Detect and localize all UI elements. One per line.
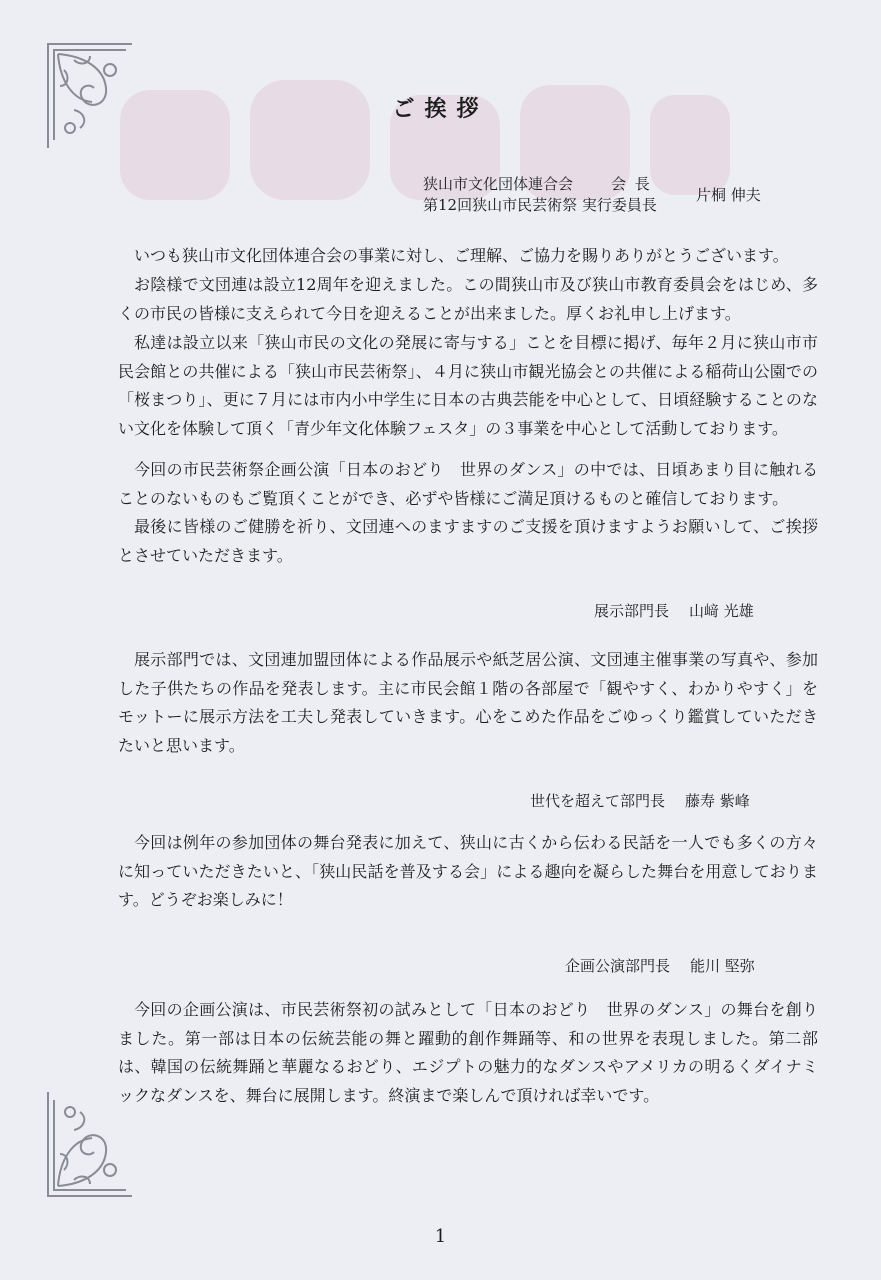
signatory-role: 会 長: [611, 175, 652, 193]
greeting-paragraph: お陰様で文団連は設立12周年を迎えました。この間狭山市及び狭山市教育委員会をはじめ、多くの市民の皆様に支えられて今日を迎えることが出来ました。厚くお礼申し上げます。: [118, 275, 818, 323]
section-author: 能川 堅弥: [690, 957, 755, 975]
section-paragraph: 今回の企画公演は、市民芸術祭初の試みとして「日本のおどり 世界のダンス」の舞台を創りました。第一部は日本の伝統芸能の舞と躍動的創作舞踊等、和の世界を表現しました。第二部は、韓国の伝統舞踊と華麗なるおどり、エジプトの魅力的なダンスやアメリカの明るくダイナミックなダンスを、舞台に展開します。終演まで楽しんで頂ければ幸いです。: [118, 1000, 818, 1105]
greeting-paragraph: 私達は設立以来「狭山市民の文化の発展に寄与する」ことを目標に掲げ、毎年２月に狭山市市民会館との共催による「狭山市民芸術祭」、４月に狭山市観光協会との共催による稲荷山公園での「桜まつり」、更に７月には市内小中学生に日本の古典芸能を中心として、日頃経験することのない文化を体験して頂く「青少年文化体験フェスタ」の３事業を中心として活動しております。: [118, 333, 818, 438]
section-paragraph: 今回は例年の参加団体の舞台発表に加えて、狭山に古くから伝わる民話を一人でも多くの方々に知っていただきたいと、「狭山民話を普及する会」による趣向を凝らした舞台を用意しております。どうぞお楽しみに！: [118, 833, 818, 910]
page-title: ご挨拶: [392, 96, 489, 122]
section-role: 展示部門長: [594, 602, 670, 620]
greeting-paragraph: 今回の市民芸術祭企画公演「日本のおどり 世界のダンス」の中では、日頃あまり目に触れることのないものもご覧頂くことができ、必ずや皆様にご満足頂けるものと確信しております。: [118, 460, 818, 508]
signatory-line-1: [423, 174, 657, 195]
section-byline: [594, 600, 754, 621]
greeting-paragraph: 最後に皆様のご健勝を祈り、文団連へのますますのご支援を頂けますようお願いして、ご挨拶とさせていただきます。: [118, 517, 818, 565]
section-role: 世代を超えて部門長: [530, 792, 666, 810]
section-byline: [565, 955, 755, 976]
page-number: 1: [434, 1226, 447, 1247]
section-byline: [530, 790, 750, 811]
signatory-line-2: 第12回狭山市民芸術祭 実行委員長: [423, 196, 657, 214]
section-author: 山﨑 光雄: [689, 602, 754, 620]
signatory-org: 狭山市文化団体連合会: [423, 175, 574, 193]
greeting-paragraph: いつも狭山市文化団体連合会の事業に対し、ご理解、ご協力を賜りありがとうございます。: [134, 246, 789, 265]
signatory-name: 片桐 伸夫: [696, 186, 761, 204]
greeting-signatory: [423, 174, 657, 216]
section-role: 企画公演部門長: [565, 957, 671, 975]
section-author: 藤寿 紫峰: [685, 792, 750, 810]
section-paragraph: 展示部門では、文団連加盟団体による作品展示や紙芝居公演、文団連主催事業の写真や、参加した子供たちの作品を発表します。主に市民会館１階の各部屋で「観やすく、わかりやすく」をモットーに展示方法を工夫し発表していきます。心をこめた作品をごゆっくり鑑賞していただきたいと思います。: [118, 650, 818, 755]
